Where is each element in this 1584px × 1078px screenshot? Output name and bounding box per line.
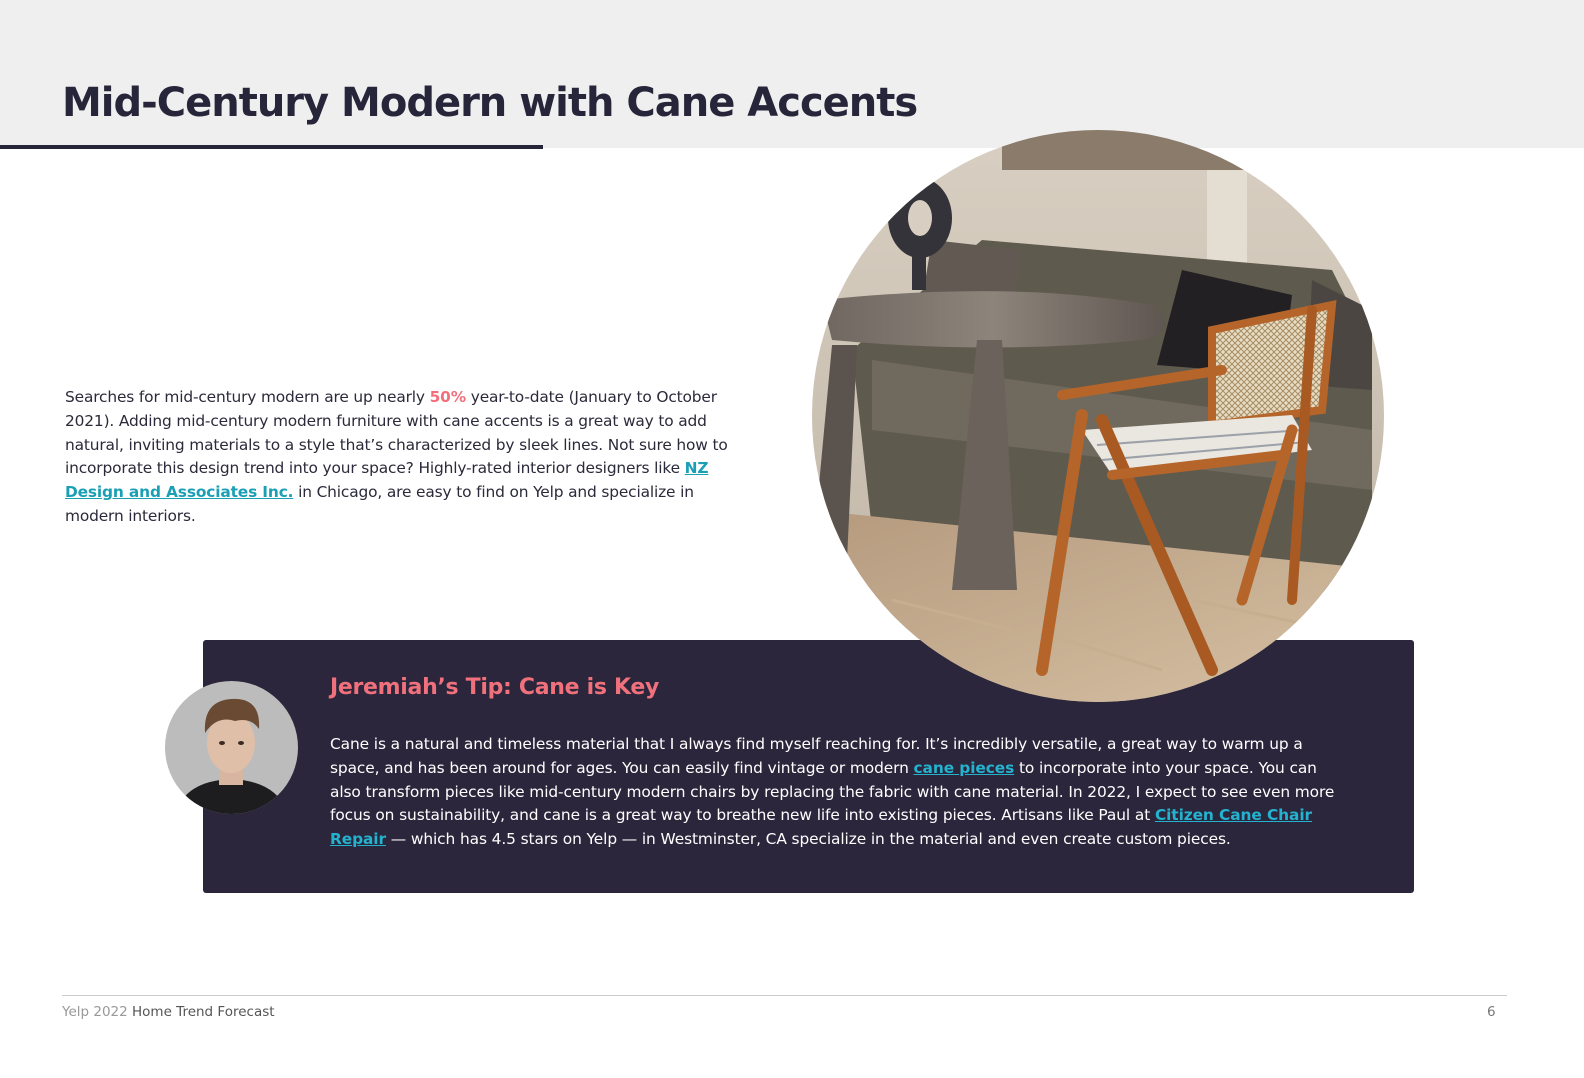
tip-body [330, 733, 1350, 852]
tip-text-3: — which has 4.5 stars on Yelp — in Westminster, CA specialize in the material and even create custom pieces. [385, 830, 1231, 849]
intro-text-2: year-to-date (January to October 2021). Adding mid-century modern furniture with cane accents is a great way to add natural, inviting materials to a style that’s characterized by sleek lines. Not sure how to incorporate this design trend into your space? Highly-rated interior designers like [65, 388, 728, 478]
footer-brand: Yelp 2022 [62, 1004, 128, 1020]
cane-pieces-link[interactable]: cane pieces [913, 758, 1015, 777]
footer-publication: Home Trend Forecast [127, 1004, 275, 1020]
intro-paragraph [65, 386, 730, 529]
title-underline [0, 145, 543, 149]
citizen-cane-link[interactable]: Citizen Cane Chair Repair [330, 806, 1312, 849]
page-number: 6 [1487, 1004, 1496, 1020]
page-title: Mid-Century Modern with Cane Accents [62, 80, 918, 126]
tip-text-1: Cane is a natural and timeless material that I always find myself reaching for. It’s incredibly versatile, a great way to warm up a space, and has been around for ages. You can easily find vintage or modern [330, 735, 1303, 777]
nz-design-link[interactable]: NZ Design and Associates Inc. [65, 459, 709, 502]
intro-text-1: Searches for mid-century modern are up nearly [65, 388, 430, 406]
room-photo [812, 130, 1384, 702]
tip-title: Jeremiah’s Tip: Cane is Key [330, 675, 660, 700]
cane-chair-illustration [812, 130, 1384, 702]
stat-highlight: 50% [429, 388, 466, 406]
footer-label [62, 1004, 275, 1020]
tip-text-2: to incorporate into your space. You can also transform pieces like mid-century modern chairs by replacing the fabric with cane material. In 2022, I expect to see even more focus on sustainability, and cane is a great way to breathe new life into existing pieces. Artisans like Paul at [330, 758, 1335, 825]
avatar [165, 681, 298, 814]
avatar-portrait-icon [165, 681, 298, 814]
intro-text-3: in Chicago, are easy to find on Yelp and specialize in modern interiors. [65, 483, 694, 525]
footer-divider [62, 995, 1507, 996]
